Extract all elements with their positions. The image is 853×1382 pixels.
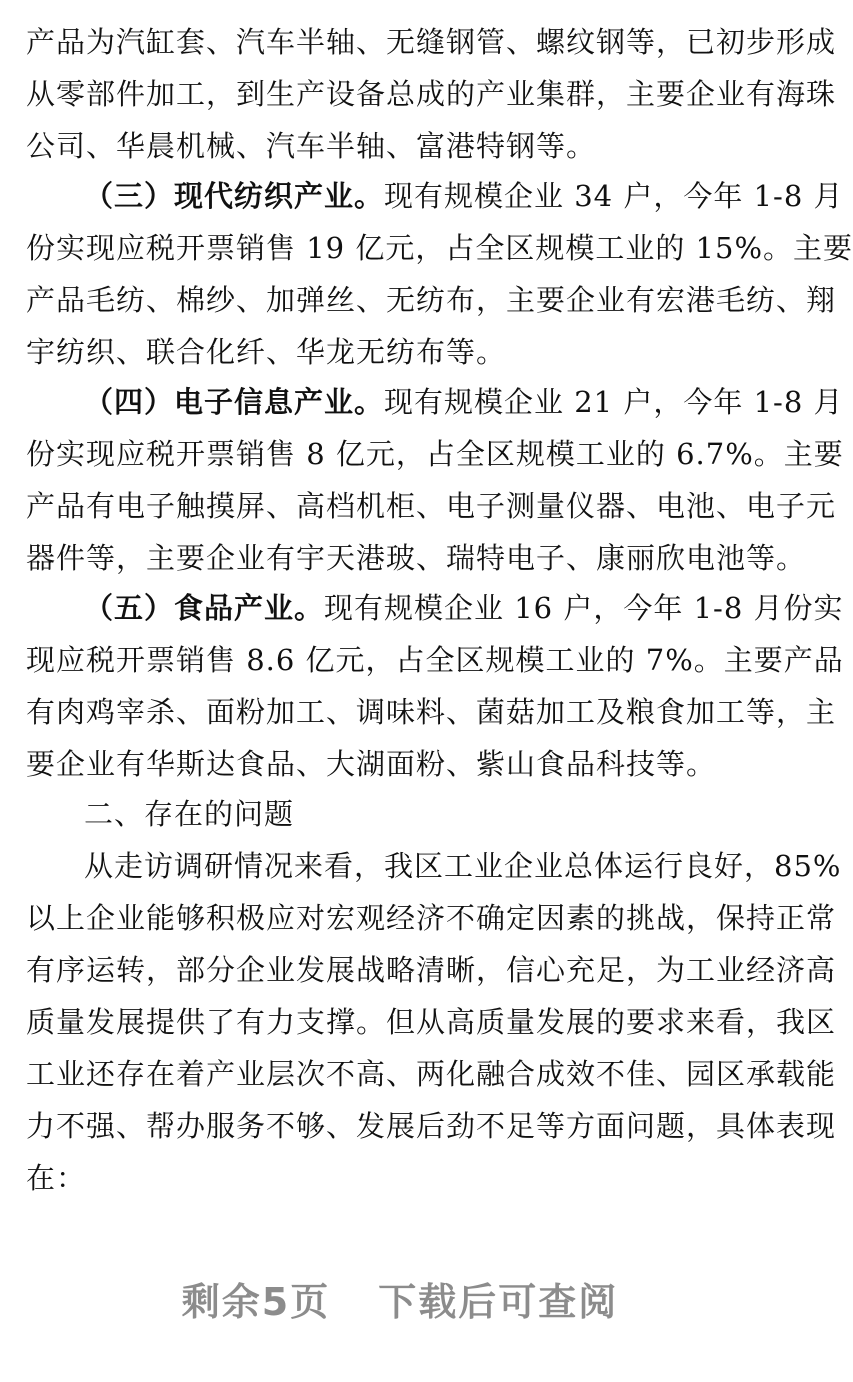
section-heading: （五）食品产业。 bbox=[84, 591, 325, 625]
text-line: 在： bbox=[26, 1161, 87, 1195]
text-line: 器件等，主要企业有宇天港玻、瑞特电子、康丽欣电池等。 bbox=[26, 541, 807, 575]
text-line: 工业还存在着产业层次不高、两化融合成效不佳、园区承载能 bbox=[26, 1057, 837, 1091]
text-line: 份实现应税开票销售 19 亿元，占全区规模工业的 15%。主要 bbox=[26, 231, 853, 265]
section-heading: （三）现代纺织产业。 bbox=[84, 179, 385, 213]
paragraph-first-line bbox=[84, 376, 844, 428]
paragraph-first-line: 从走访调研情况来看，我区工业企业总体运行良好，85% bbox=[84, 849, 842, 883]
text-line: 现应税开票销售 8.6 亿元，占全区规模工业的 7%。主要产品 bbox=[26, 643, 844, 677]
download-to-view-label: 下载后可查阅 bbox=[378, 1280, 619, 1324]
section-title: 二、存在的问题 bbox=[84, 797, 295, 831]
text-line: 以上企业能够积极应对宏观经济不确定因素的挑战，保持正常 bbox=[26, 901, 837, 935]
text-line: 产品毛纺、棉纱、加弹丝、无纺布，主要企业有宏港毛纺、翔 bbox=[26, 283, 837, 317]
text-run: 现有规模企业 21 户，今年 1-8 月 bbox=[384, 385, 844, 419]
text-line: 从零部件加工，到生产设备总成的产业集群，主要企业有海珠 bbox=[26, 77, 837, 111]
text-line: 质量发展提供了有力支撑。但从高质量发展的要求来看，我区 bbox=[26, 1005, 837, 1039]
text-line: 产品为汽缸套、汽车半轴、无缝钢管、螺纹钢等，已初步形成 bbox=[26, 25, 837, 59]
text-line: 要企业有华斯达食品、大湖面粉、紫山食品科技等。 bbox=[26, 747, 717, 781]
text-run: 现有规模企业 16 户，今年 1-8 月份实 bbox=[324, 591, 844, 625]
text-line: 宇纺织、联合化纤、华龙无纺布等。 bbox=[26, 335, 507, 369]
text-line: 有序运转，部分企业发展战略清晰，信心充足，为工业经济高 bbox=[26, 953, 837, 987]
paragraph-first-line bbox=[84, 170, 844, 222]
text-line: 产品有电子触摸屏、高档机柜、电子测量仪器、电池、电子元 bbox=[26, 489, 837, 523]
text-run: 现有规模企业 34 户，今年 1-8 月 bbox=[384, 179, 844, 213]
text-line: 份实现应税开票销售 8 亿元，占全区规模工业的 6.7%。主要 bbox=[26, 437, 844, 471]
text-line: 力不强、帮办服务不够、发展后劲不足等方面问题，具体表现 bbox=[26, 1109, 837, 1143]
download-prompt-banner[interactable] bbox=[0, 1272, 800, 1332]
text-line: 公司、华晨机械、汽车半轴、富港特钢等。 bbox=[26, 129, 597, 163]
remaining-pages-label: 剩余5页 bbox=[181, 1280, 331, 1324]
section-heading: （四）电子信息产业。 bbox=[84, 385, 385, 419]
text-line: 有肉鸡宰杀、面粉加工、调味料、菌菇加工及粮食加工等，主 bbox=[26, 695, 837, 729]
paragraph-first-line bbox=[84, 582, 844, 634]
